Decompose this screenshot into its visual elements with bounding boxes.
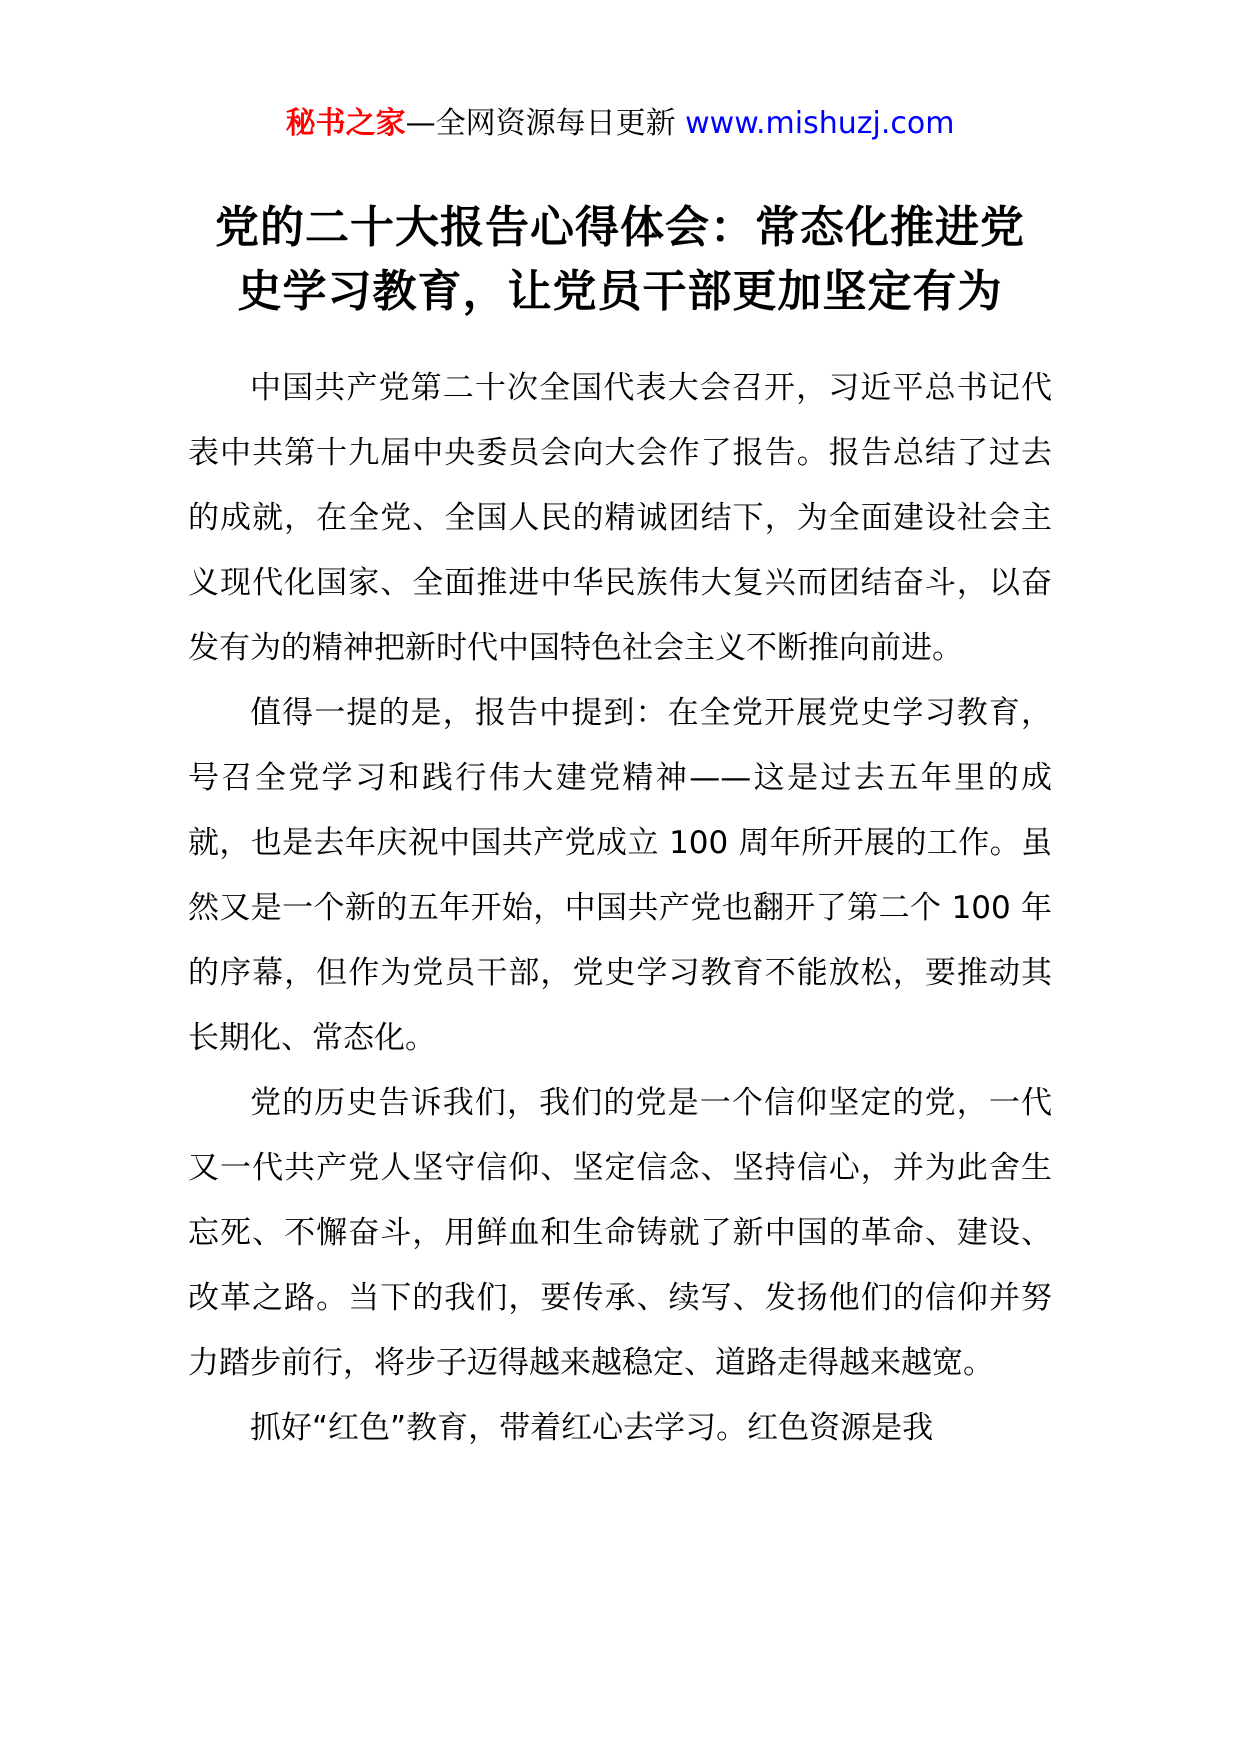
- paragraph: 值得一提的是，报告中提到：在全党开展党史学习教育，号召全党学习和践行伟大建党精神——这是过去五年里的成就，也是去年庆祝中国共产党成立 100 周年所开展的工作。虽然又是一个新的五年开始，中国共产党也翻开了第二个 100 年的序幕，但作为党员干部，党史学习教育不能放松，要推动其长期化、常态化。: [188, 695, 1052, 1056]
- site-header: [0, 102, 1240, 146]
- paragraph: 抓好“红色”教育，带着红心去学习。红色资源是我: [250, 1410, 934, 1446]
- document-title: [150, 196, 1090, 324]
- title-line-1: 党的二十大报告心得体会：常态化推进党: [215, 202, 1025, 253]
- title-line-2: 史学习教育，让党员干部更加坚定有为: [237, 266, 1003, 317]
- paragraph: 中国共产党第二十次全国代表大会召开，习近平总书记代表中共第十九届中央委员会向大会作了报告。报告总结了过去的成就，在全党、全国人民的精诚团结下，为全面建设社会主义现代化国家、全面推进中华民族伟大复兴而团结奋斗，以奋发有为的精神把新时代中国特色社会主义不断推向前进。: [188, 370, 1052, 666]
- paragraph: 党的历史告诉我们，我们的党是一个信仰坚定的党，一代又一代共产党人坚守信仰、坚定信念、坚持信心，并为此舍生忘死、不懈奋斗，用鲜血和生命铸就了新中国的革命、建设、改革之路。当下的我们，要传承、续写、发扬他们的信仰并努力踏步前行，将步子迈得越来越稳定、道路走得越来越宽。: [188, 1085, 1052, 1381]
- site-brand: 秘书之家: [285, 106, 406, 141]
- site-url-link[interactable]: www.mishuzj.com: [685, 106, 955, 141]
- document-body: [188, 356, 1052, 1461]
- site-tagline: —全网资源每日更新: [405, 106, 676, 141]
